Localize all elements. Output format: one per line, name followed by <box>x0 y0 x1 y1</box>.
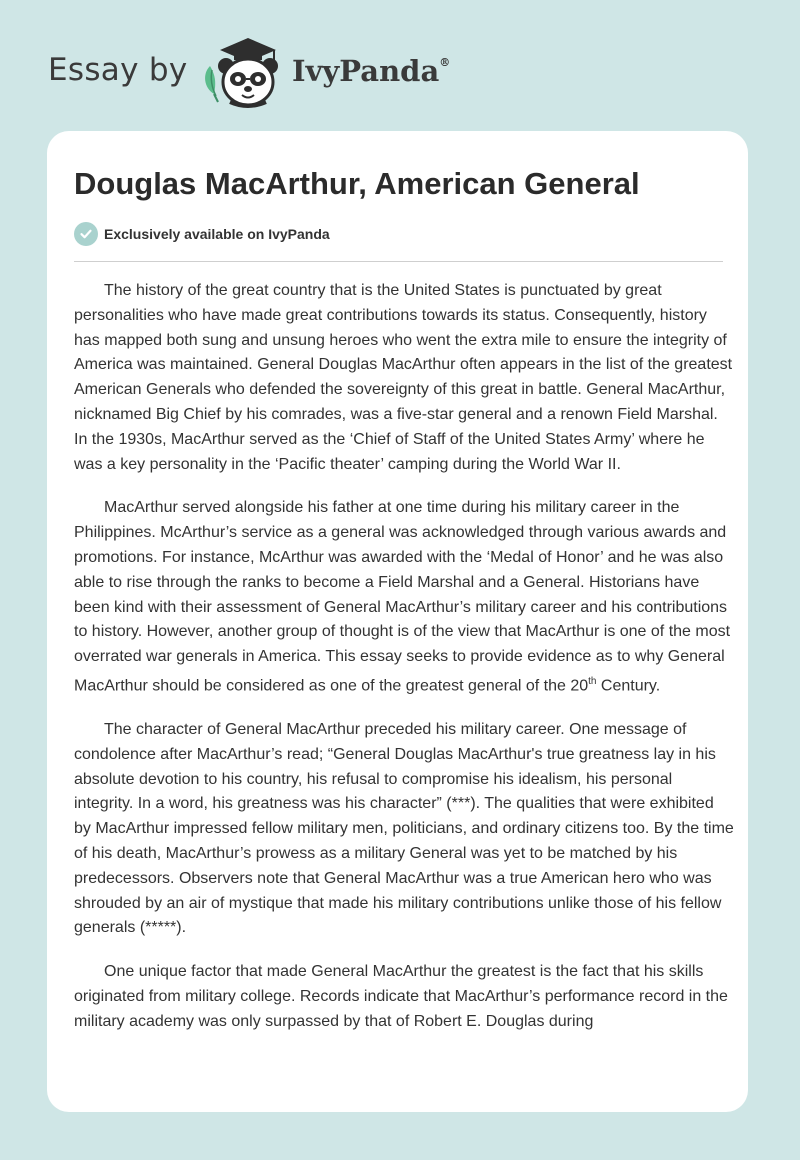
essay-card <box>47 131 748 1112</box>
brand-name: IvyPanda® <box>292 54 451 88</box>
exclusive-badge <box>74 222 330 246</box>
site-header <box>48 34 508 110</box>
paragraph-1: The history of the great country that is the United States is punctuated by great personalities who have made great contributions towards its status. Consequently, history has mapped both sung and unsung heroes who went the extra mile to ensure the integrity of America was maintained. General Douglas MacArthur often appears in the list of the greatest American Generals who defended the sovereignty of this great in battle. General MacArthur, nicknamed Big Chief by his comrades, was a five-star general and a renown Field Marshal. In the 1930s, MacArthur served as the ‘Chief of Staff of the United States Army’ where he was a key personality in the ‘Pacific theater’ camping during the World War II. <box>74 282 733 473</box>
check-circle-icon <box>74 222 98 246</box>
exclusive-badge-label: Exclusively available on IvyPanda <box>104 226 330 242</box>
ordinal-suffix: th <box>588 675 597 687</box>
panda-graduate-icon <box>200 36 290 110</box>
paragraph-4: One unique factor that made General MacArthur the greatest is the fact that his skills originated from military college. Records indicate that MacArthur’s performance record in the military academy was only surpassed by that of Robert E. Douglas during <box>74 963 728 1030</box>
essay-body <box>74 279 734 1054</box>
paragraph-2: MacArthur served alongside his father at one time during his military career in the Philippines. McArthur’s service as a general was acknowledged through various awards and promotions. For instance, McArthur was awarded with the ‘Medal of Honor’ and he was also able to rise through the ranks to become a Field Marshal and a General. Historians have been kind with their assessment of General MacArthur’s military career and his contributions to history. However, another group of thought is of the view that MacArthur is one of the most overrated war generals in America. This essay seeks to provide evidence as to why General MacArthur should be considered as one of the greatest general of the 20th Century. <box>74 499 731 695</box>
essay-title: Douglas MacArthur, American General <box>74 166 640 201</box>
essay-by-label: Essay by <box>48 52 188 88</box>
registered-mark: ® <box>439 56 451 70</box>
title-divider <box>74 261 723 262</box>
paragraph-3: The character of General MacArthur preceded his military career. One message of condolence after MacArthur’s read; “General Douglas MacArthur's true greatness lay in his absolute devotion to his country, his refusal to compromise his idealism, his personal integrity. In a word, his greatness was his character” (***). The qualities that were exhibited by MacArthur impressed fellow military men, politicians, and ordinary citizens too. By the time of his death, MacArthur’s prowess as a military General was yet to be matched by his predecessors. Observers note that General MacArthur was a true American hero who was shrouded by an air of mystique that made his military contributions unlike those of his fellow generals (*****). <box>74 721 734 937</box>
